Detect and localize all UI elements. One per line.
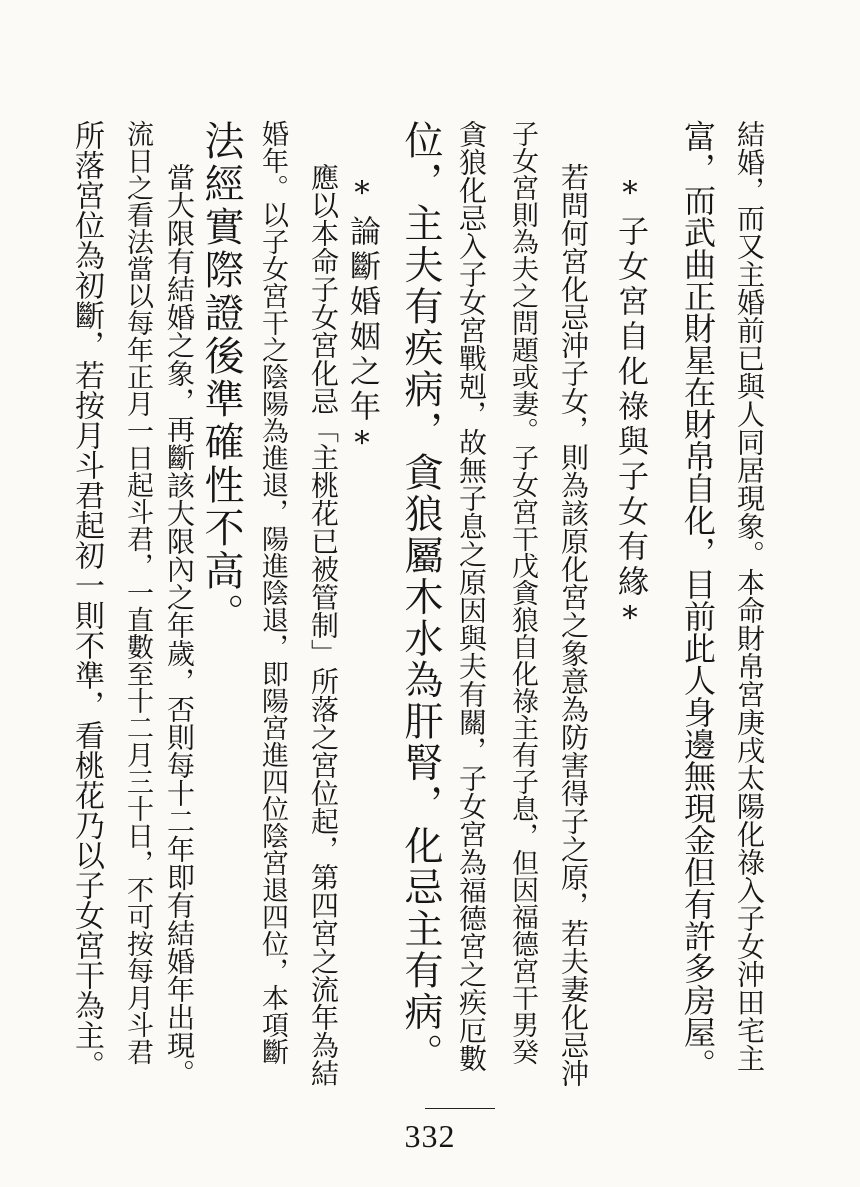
section-heading-children-palace: *子女宮自化祿與子女有緣* [612, 175, 648, 640]
text-column-5: 貪狼化忌入子女宮戰剋，故無子息之原因與夫有關，子女宮為福德宮之疾厄數 [455, 120, 488, 1072]
page-number-rule [425, 1108, 495, 1109]
text-column-4: 子女宮則為夫之問題或妻。子女宮干戊貪狼自化祿主有子息，但因福德宮干男癸 [507, 120, 538, 1065]
text-column-9: 法經實際證後準確性不高。 [198, 120, 244, 636]
text-column-12: 所落宮位為初斷，若按月斗君起初一則不準，看桃花乃以子女宮干為主。 [69, 120, 104, 1080]
text-column-1: 結婚，而又主婚前已與人同居現象。本命財帛宮庚戌太陽化祿入子女沖田宅主 [733, 120, 766, 1072]
section-heading-marriage-year: *論斷婚姻之年* [344, 175, 380, 465]
text-column-6: 位，主夫有疾病，貪狼屬木水為肝腎，化忌主有病。 [398, 120, 443, 1075]
text-column-2: 富，而武曲正財星在財帛自化，目前此人身邊無現金但有許多房屋。 [679, 120, 717, 1080]
text-column-3: 若問何宮化忌沖子女，則為該原化宮之象意為防害得子之原，若夫妻化忌沖 [557, 163, 590, 1087]
text-column-7: 應以本命子女宮化忌「主桃花已被管制」所落之宮位起，第四宮之流年為結 [307, 163, 340, 1087]
text-column-8: 婚年。以子女宮干之陰陽為進退，陽進陰退，即陽宮進四位陰宮退四位，本項斷 [257, 120, 288, 1065]
text-column-11: 流日之看法當以每年正月一日起斗君，一直數至十二月三十日，不可按每月斗君 [122, 120, 153, 1065]
text-column-10: 當大限有結婚之象，再斷該大限內之年歲，否則每十二年即有結婚年出現。 [163, 163, 196, 1087]
page-number: 332 [404, 1118, 456, 1154]
